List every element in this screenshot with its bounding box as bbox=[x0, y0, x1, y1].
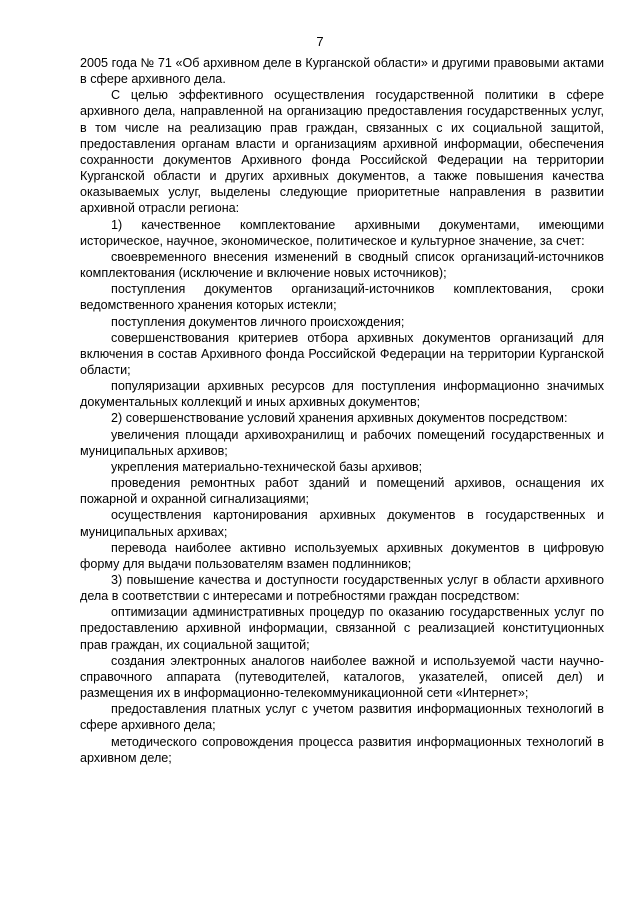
paragraph: методического сопровождения процесса развития информационных технологий в архивном деле; bbox=[80, 734, 604, 765]
paragraph: совершенствования критериев отбора архивных документов организаций для включения в состав Архивного фонда Российской Федерации на территории Курганской области; bbox=[80, 330, 604, 377]
paragraph: оптимизации административных процедур по оказанию государственных услуг по предоставлению архивной информации, связанной с реализацией конституционных прав граждан, их социальной защитой; bbox=[80, 605, 604, 652]
page-number: 7 bbox=[316, 34, 324, 49]
paragraph: 1) качественное комплектование архивными документами, имеющими историческое, научное, экономическое, политическое и культурное значение, за счет: bbox=[80, 217, 604, 248]
paragraph: увеличения площади архивохранилищ и рабочих помещений государственных и муниципальных архивов; bbox=[80, 427, 604, 458]
paragraph: 3) повышение качества и доступности государственных услуг в области архивного дела в соответствии с интересами и потребностями граждан посредством: bbox=[80, 573, 604, 604]
paragraph: поступления документов личного происхождения; bbox=[111, 314, 405, 329]
paragraph: осуществления картонирования архивных документов в государственных и муниципальных архивах; bbox=[80, 508, 604, 539]
paragraph: 2) совершенствование условий хранения архивных документов посредством: bbox=[111, 411, 568, 426]
paragraph: предоставления платных услуг с учетом развития информационных технологий в сфере архивного дела; bbox=[80, 702, 604, 733]
body-text bbox=[80, 55, 604, 766]
paragraph: С целью эффективного осуществления государственной политики в сфере архивного дела, направленной на организацию предоставления государственных услуг, в том числе на реализацию прав граждан, связанных с их социальной защитой, предоставления органам власти и организациям архивной информации, обеспечения сохранности документов Архивного фонда Российской Федерации на территории Курганской области и других архивных документов, а также повышения качества оказываемых услуг, выделены следующие приоритетные направления в развитии архивной отрасли региона: bbox=[80, 88, 604, 216]
paragraph: поступления документов организаций-источников комплектования, сроки ведомственного хранения которых истекли; bbox=[80, 282, 604, 313]
paragraph: популяризации архивных ресурсов для поступления информационно значимых документальных коллекций и иных архивных документов; bbox=[80, 379, 604, 410]
paragraph: своевременного внесения изменений в сводный список организаций-источников комплектования (исключение и включение новых источников); bbox=[80, 249, 604, 281]
paragraph: создания электронных аналогов наиболее важной и используемой части научно-справочного аппарата (путеводителей, каталогов, указателей, описей дел) и размещения их в информационно-телекоммуникационной сети «Интернет»; bbox=[80, 653, 604, 701]
paragraph: 2005 года № 71 «Об архивном деле в Курганской области» и другими правовыми актами в сфере архивного дела. bbox=[80, 56, 604, 87]
paragraph: укрепления материально-технической базы архивов; bbox=[111, 459, 423, 474]
paragraph: перевода наиболее активно используемых архивных документов в цифровую форму для выдачи пользователям взамен подлинников; bbox=[80, 540, 604, 571]
paragraph: проведения ремонтных работ зданий и помещений архивов, оснащения их пожарной и охранной сигнализациями; bbox=[80, 476, 604, 507]
